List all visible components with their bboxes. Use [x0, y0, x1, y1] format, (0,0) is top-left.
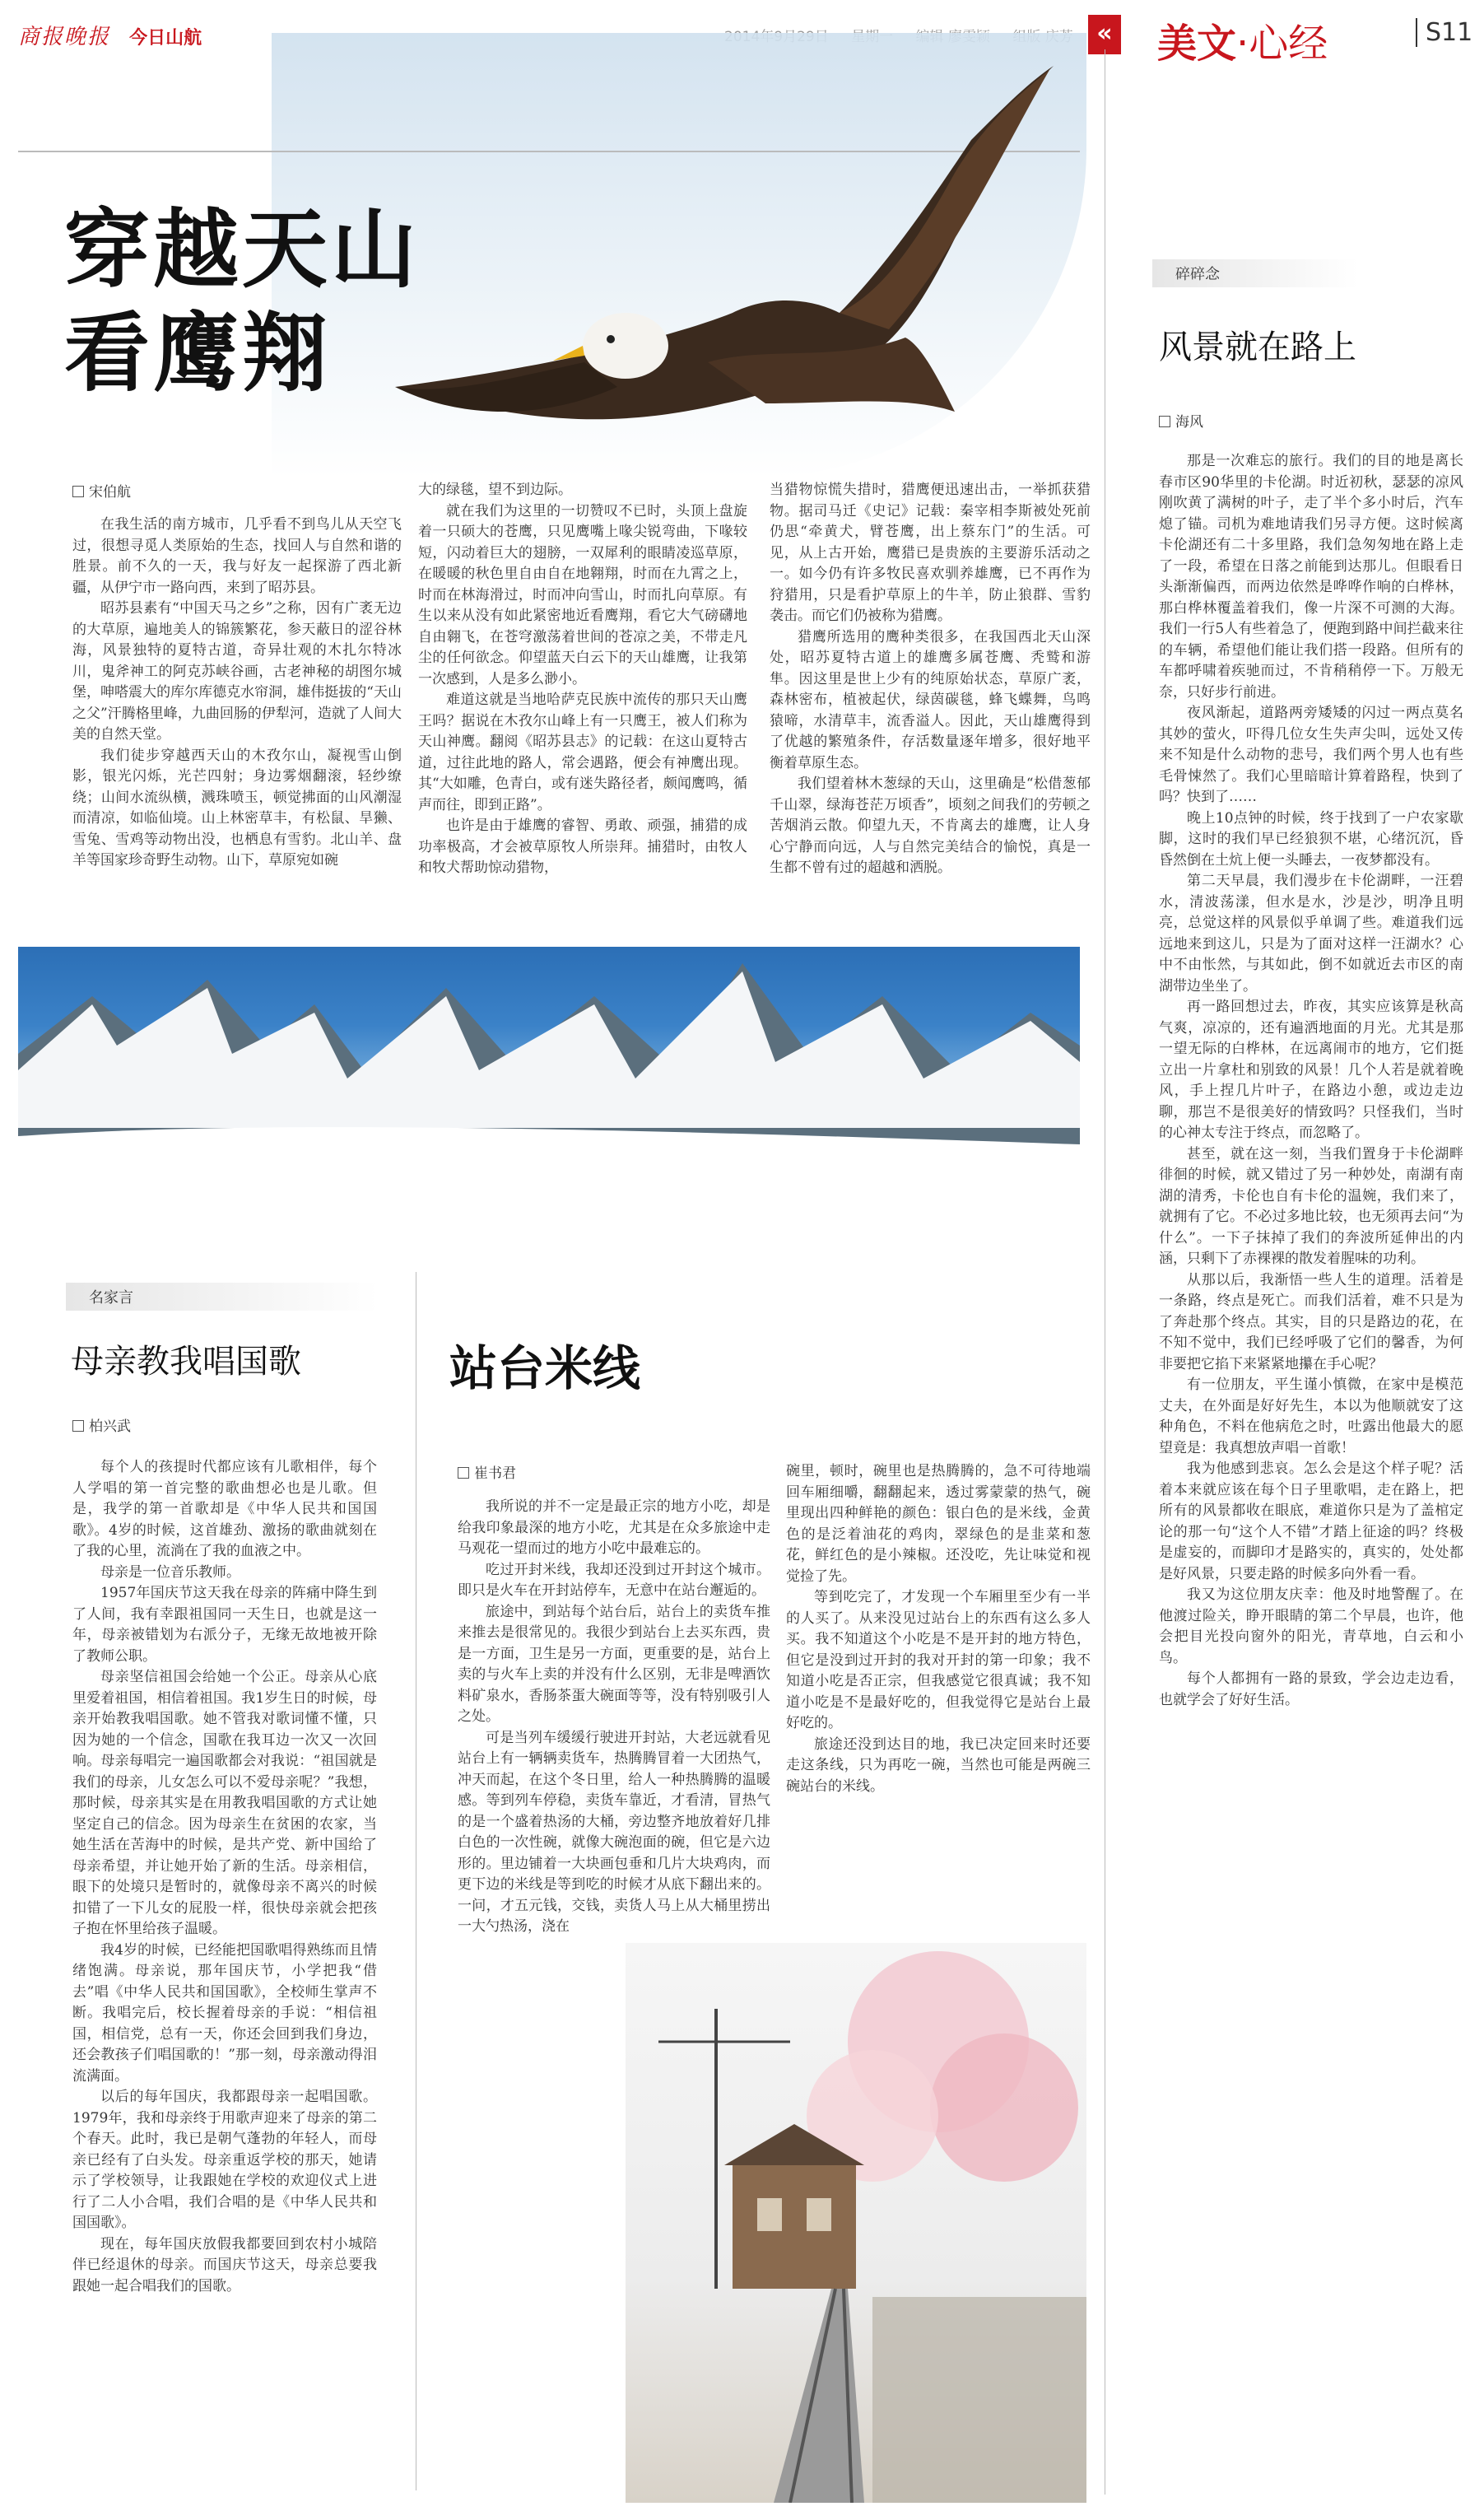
article3-column: [72, 1457, 377, 2297]
section-sub: 心经: [1249, 21, 1328, 67]
article4-column-1: [458, 1497, 770, 1938]
newspaper-logo: 商报晚报: [18, 25, 111, 49]
article1-author: 宋伯航: [89, 484, 131, 501]
paragraph: 每个人的孩提时代都应该有儿歌相伴，每个人学唱的第一首完整的歌曲想必也是儿歌。但是，我学的第一首歌却是《中华人民共和国国歌》。4岁的时候，这首雄劲、激扬的歌曲就刻在了我的心里，流淌在了我的血液之中。: [72, 1459, 377, 1559]
byline-box-icon: [72, 1420, 84, 1432]
paragraph: 每个人都拥有一路的景致，学会边走边看，也就学会了好好生活。: [1159, 1670, 1463, 1708]
paragraph: 可是当列车缓缓行驶进开封站，大老远就看见站台上有一辆辆卖货车，热腾腾冒着一大团热气，冲天而起，在这个冬日里，给人一种热腾腾的温暖感。等到列车停稳，卖货车靠近，才看清，冒热气的是一个盛着热汤的大桶，旁边整齐地放着好几排白色的一次性碗，就像大碗泡面的碗，但它是六边形的。里边铺着一大块画包垂和几片大块鸡肉，而更下边的米线是等到吃的时候才从底下翻出来的。一问，才五元钱，交钱，卖货人马上从大桶里捞出一大勺热汤，浇在: [458, 1729, 770, 1935]
paragraph: 我们徒步穿越西天山的木孜尔山，凝视雪山倒影，银光闪烁，光芒四射；身边雾烟翻滚，轻纱缭绕；山间水流纵横，溅珠喷玉，顿觉拂面的山风潮湿而清凉，如临仙境。山上林密草丰，有松鼠、旱獭、雪兔、雪鸡等动物出没，也栖息有雪豹。北山羊、盘羊等国家珍奇野生动物。山下，草原宛如碗: [72, 747, 402, 869]
paragraph: 以后的每年国庆，我都跟母亲一起唱国歌。1979年，我和母亲终于用歌声迎来了母亲的第二个春天。此时，我已是朝气蓬勃的年轻人，而母亲已经有了白头发。母亲重返学校的那天，她请示了学校领导，让我跟她在学校的欢迎仪式上进行了二人小合唱，我们合唱的是《中华人民共和国国歌》。: [72, 2089, 377, 2231]
article4-title: 站台米线: [449, 1340, 641, 1396]
paragraph: 等到吃完了，才发现一个车厢里至少有一半的人买了。从来没见过站台上的东西有这么多人买。我不知道这个小吃是不是开封的地方特色，但它是没到过开封的我对开封的第一印象；我不知道小吃是否正宗，但我感觉它很真诚；我不知道小吃是不是最好吃的，但我觉得它是站台上最好吃的。: [786, 1589, 1091, 1731]
article2-author: 海风: [1175, 414, 1203, 431]
article1-byline: [72, 480, 131, 501]
paragraph: 也许是由于雄鹰的睿智、勇敢、顽强，捕猎的成功率极高，才会被草原牧人所崇拜。捕猎时，由牧人和牧犬帮助惊动猎物，: [418, 818, 747, 876]
article3-title: 母亲教我唱国歌: [71, 1343, 301, 1381]
headline-line-2: 看鹰翔: [64, 303, 332, 403]
byline-box-icon: [72, 486, 84, 497]
masthead: [18, 20, 202, 53]
paragraph: 当猎物惊慌失措时，猎鹰便迅速出击，一举抓获猎物。据司马迁《史记》记载：秦宰相李斯被处死前仍思“牵黄犬，臂苍鹰，出上蔡东门”的生活。可见，从上古开始，鹰猎已是贵族的主要游乐活动之一。如今仍有许多牧民喜欢驯养雄鹰，已不再作为狩猎用，只是看护草原上的牛羊，防止狼群、雪豹袭击。而它们仍被称为猎鹰。: [770, 482, 1091, 624]
paragraph: 猎鹰所选用的鹰种类很多，在我国西北天山深处，昭苏夏特古道上的雄鹰多属苍鹰、秃鹫和游隼。因这里是世上少有的纯原始状态，草原广袤，森林密布，植被起伏，绿茵碳毯，蜂飞蝶舞，鸟鸣猿啼，水清草丰，流香溢人。因此，天山雄鹰得到了优越的繁殖条件，存活数量逐年增多，很好地平衡着草原生态。: [770, 628, 1091, 771]
article2-title: 风景就在路上: [1159, 328, 1356, 366]
paragraph: 旅途中，到站每个站台后，站台上的卖货车推来推去是很常见的。我很少到站台上去买东西，贵是一方面，卫生是另一方面，更重要的是，站台上卖的与火车上卖的并没有什么区别，无非是啤酒饮料矿泉水，香肠茶蛋大碗面等等，没有特别吸引人之处。: [458, 1603, 770, 1725]
byline-box-icon: [1159, 416, 1170, 427]
article1-column-3: [770, 480, 1091, 879]
paragraph: 第二天早晨，我们漫步在卡伦湖畔，一汪碧水，清波荡漾，但水是水，沙是沙，明净且明亮，总觉这样的风景似乎单调了些。难道我们远远地来到这儿，只是为了面对这样一汪湖水？心中不由怅然，与其如此，倒不如就近去市区的南湖带边坐坐了。: [1159, 873, 1463, 995]
paragraph: 甚至，就在这一刻，当我们置身于卡伦湖畔徘徊的时候，就又错过了另一种妙处，南湖有南湖的清秀，卡伦也自有卡伦的温婉，我们来了，就拥有了它。不必过多地比较，也无须再去问“为什么”。一下子抹掉了我们的奔波所延伸出的内涵，只剩下了赤裸裸的散发着腥味的功利。: [1159, 1145, 1463, 1267]
article3-author: 柏兴武: [89, 1419, 131, 1435]
paragraph: 昭苏县素有“中国天马之乡”之称，因有广袤无边的大草原，遍地美人的锦簇繁花，参天蔽日的涩谷林海，风景独特的夏特古道，奇异壮观的木扎尔特冰川，鬼斧神工的阿克苏峡谷画，古老神秘的胡图尔城堡，呻嗒震大的库尔库德克水帘洞，雄伟挺拔的“天山之父”汗腾格里峰，九曲回肠的伊犁河，造就了人间大美的自然天堂。: [72, 600, 402, 743]
paragraph: 我为他感到悲哀。怎么会是这个样子呢？活着本来就应该在每个日子里歌唱，走在路上，把所有的风景都收在眼底，难道你只是为了盖棺定论的那一句“这个人不错”才踏上征途的吗？终极是虚妄的，而脚印才是路实的，真实的，处处都是好风景，只要走路的时候多向外看一看。: [1159, 1460, 1463, 1582]
paragraph: 那是一次难忘的旅行。我们的目的地是离长春市区90华里的卡伦湖。时近初秋，瑟瑟的凉风刚吹黄了满树的叶子，走了半个多小时后，汽车熄了锚。司机为难地请我们另寻方便。这时候离卡伦湖还有二十多里路，我们急匆匆地在路上走了一段，希望在日落之前能到达那儿。但眼看日头渐渐偏西，而两边依然是哗哗作响的白桦林，那白桦林覆盖着我们，像一片深不可测的大海。我们一行5人有些着急了，便跑到路中间拦截来往的车辆，希望他们能让我们搭一段路。但所有的车都呼啸着疾驰而过，不肯稍稍停一下。万般无奈，只好步行前进。: [1159, 453, 1463, 701]
paragraph: 碗里，顿时，碗里也是热腾腾的，急不可待地端回车厢细嚼，翻翻起来，透过雾蒙蒙的热气，碗里现出四种鲜艳的颜色：银白色的是米线，金黄色的是泛着油花的鸡肉，翠绿色的是韭菜和葱花，鲜红色的是小辣椒。还没吃，先让味觉和视觉捡了先。: [786, 1463, 1091, 1585]
paragraph: 有一位朋友，平生谨小慎微，在家中是模范丈夫，在外面是好好先生，本以为他顺就安了这种角色，不料在他病危之时，吐露出他最大的愿望竟是：我真想放声唱一首歌！: [1159, 1377, 1463, 1456]
snow-peaks-icon: [18, 947, 1080, 1210]
column-name: 今日山航: [129, 28, 202, 49]
article2-tag: 碎碎念: [1152, 259, 1358, 287]
byline-box-icon: [458, 1467, 469, 1479]
paragraph: 就在我们为这里的一切赞叹不已时，头顶上盘旋着一只硕大的苍鹰，只见鹰嘴上喙尖锐弯曲，下喙较短，闪动着巨大的翅膀，一双犀利的眼睛凌巡草原，在暖暖的秋色里自由自在地翱翔，时而在九霄之上，时而在林海滑过，时而冲向雪山，时而扎向草原。有生以来从没有如此紧密地近看鹰翔，看它大气磅礴地自由翱飞，在苍穹激荡着世间的苍凉之美，不带走凡尘的任何欲念。仰望蓝天白云下的天山雄鹰，让我第一次感到，人是多么渺小。: [418, 502, 747, 687]
paragraph: 现在，每年国庆放假我都要回到农村小城陪伴已经退休的母亲。而国庆节这天，母亲总要我跟她一起合唱我们的国歌。: [72, 2235, 377, 2294]
article2-byline: [1159, 410, 1203, 431]
paragraph: 旅途还没到达目的地，我已决定回来时还要走这条线，只为再吃一碗，当然也可能是两碗三碗站台的米线。: [786, 1735, 1091, 1795]
article2-column: [1159, 451, 1463, 1711]
article4-column-2: [786, 1461, 1091, 1797]
headline-line-1: 穿越天山: [64, 199, 421, 300]
paragraph: 夜风渐起，道路两旁矮矮的闪过一两点莫名其妙的萤火，吓得几位女生失声尖叫，远处又传来不知是什么动物的悲号，我们两个男人也有些毛骨悚然了。我们心里暗暗计算着路程，快到了吗？快到了……: [1159, 705, 1463, 805]
paragraph: 我们望着林木葱绿的天山，这里确是“松借葱郁千山翠，绿海苍茫万顷香”，顷刻之间我们的劳顿之苦烟消云散。仰望九天，不肯离去的雄鹰，让人身心宁静而向远，人与自然完美结合的愉悦，真是一生都不曾有过的超越和洒脱。: [770, 776, 1091, 876]
paragraph: 从那以后，我渐悟一些人生的道理。活着是一条路，终点是死亡。而我们活着，难不只是为了奔赴那个终点。其实，目的只是路边的花，在不知不觉中，我们已经呼吸了它们的馨香，为何非要把它掐下来紧紧地攥在手心呢？: [1159, 1271, 1463, 1372]
paragraph: 再一路回想过去，昨夜，其实应该算是秋高气爽，凉凉的，还有遍洒地面的月光。尤其是那一望无际的白桦林，在远离闹市的地方，它们挺立出一片拿杜和别致的风景！几个人若是就着晚风，手上捏几片叶子，在路边小憩，或边走边聊，那岂不是很美好的情致吗？只怪我们，当时的心神太专注于终点，而忽略了。: [1159, 999, 1463, 1141]
article-headline: [64, 198, 420, 405]
article4-author: 崔书君: [474, 1465, 516, 1482]
eagle-icon: [379, 49, 1070, 445]
paragraph: 我又为这位朋友庆幸：他及时地警醒了。在他渡过险关，睁开眼睛的第二个早晨，也许，他会把目光投向窗外的阳光，青草地，白云和小鸟。: [1159, 1586, 1463, 1666]
article3-tag: 名家言: [66, 1283, 379, 1311]
section-title: [1157, 12, 1328, 68]
paragraph: 母亲是一位音乐教师。: [100, 1563, 240, 1581]
paragraph: 母亲坚信祖国会给她一个公正。母亲从心底里爱着祖国，相信着祖国。我1岁生日的时候，母亲开始教我唱国歌。她不管我对歌词懂不懂，只因为她的一个信念，国歌在我耳边一次又一次回响。母亲每唱完一遍国歌都会对我说：“祖国就是我们的母亲，儿女怎么可以不爱母亲呢？”我想，那时候，母亲其实是在用教我唱国歌的方式让她坚定自己的信念。因为母亲生在贫困的农家，当她生活在苦海中的时候，是共产党、新中国给了母亲希望，并让她开始了新的生活。母亲相信，眼下的处境只是暂时的，就像母亲不离兴的时候扣错了一下儿女的屁股一样，很快母亲就会把孩子抱在怀里给孩子温暖。: [72, 1669, 377, 1937]
paragraph: 我4岁的时候，已经能把国歌唱得熟练而且情绪饱满。母亲说，那年国庆节，小学把我“借去”唱《中华人民共和国国歌》，全校师生掌声不断。我唱完后，校长握着母亲的手说：“相信祖国，相信党，总有一天，你还会回到我们身边，还会教孩子们唱国歌的！”那一刻，母亲激动得泪流满面。: [72, 1941, 377, 2085]
paragraph: 我所说的并不一定是最正宗的地方小吃，却是给我印象最深的地方小吃，尤其是在众多旅途中走马观花一望而过的地方小吃中最难忘的。: [458, 1498, 770, 1557]
article1-column-2: [418, 480, 747, 879]
section-chevron-icon: «: [1088, 15, 1121, 54]
paragraph: 难道这就是当地哈萨克民族中流传的那只天山鹰王吗？据说在木孜尔山峰上有一只鹰王，被人们称为天山神鹰。翻阅《昭苏县志》的记载：在这山夏特古道，过往此地的路人，常会遇路，便会有神鹰出现。其“大如雕，色青白，或有迷失路径者，颇闻鹰鸣，循声而往，即到正路”。: [418, 692, 747, 813]
article1-column-1: [72, 515, 402, 872]
paragraph: 大的绿毯，望不到边际。: [418, 482, 572, 498]
article4-byline: [458, 1461, 516, 1482]
railway-station-icon: [626, 1943, 1086, 2503]
section-name: 美文: [1157, 21, 1237, 67]
paragraph: 晚上10点钟的时候，终于找到了一户农家歇脚，这时的我们早已经狼狈不堪，心绪沉沉，昏昏然倒在土炕上便一头睡去，一夜梦都没有。: [1159, 809, 1463, 869]
page-number: S11: [1416, 18, 1472, 47]
article3-byline: [72, 1414, 131, 1435]
paragraph: 在我生活的南方城市，几乎看不到鸟儿从天空飞过，很想寻觅人类原始的生态，找回人与自然和谐的胜景。前不久的一天，我与好友一起探游了西北新疆，从伊宁市一路向西，来到了昭苏县。: [72, 516, 402, 596]
section-dot: ·: [1236, 21, 1249, 67]
paragraph: 1957年国庆节这天我在母亲的阵痛中降生到了人间，我有幸跟祖国同一天生日，也就是这一年，母亲被错划为右派分子，无缘无故地被开除了教师公职。: [72, 1585, 377, 1665]
paragraph: 吃过开封米线，我却还没到过开封这个城市。即只是火车在开封站停车，无意中在站台邂逅的。: [458, 1561, 770, 1599]
